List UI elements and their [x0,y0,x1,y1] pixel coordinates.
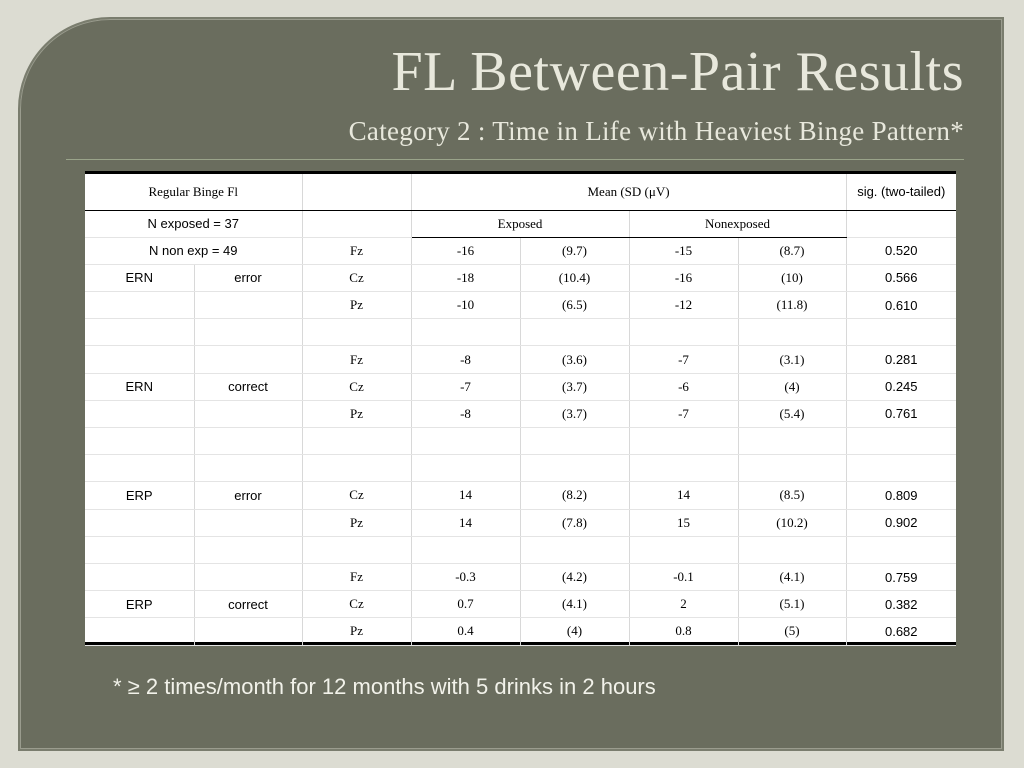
condition-cell: correct [194,591,302,618]
nonexposed-sd-cell: (11.8) [738,292,846,319]
exposed-sd-cell: (4) [520,618,629,645]
exposed-sd-cell: (6.5) [520,292,629,319]
site-cell [302,455,411,482]
nonexposed-mean-cell: -16 [629,264,738,291]
site-cell: Cz [302,591,411,618]
nonexposed-sd-cell: (8.7) [738,237,846,264]
nonexposed-sd-cell [738,455,846,482]
site-cell: Pz [302,400,411,427]
table-row [85,373,956,400]
footnote: * ≥ 2 times/month for 12 months with 5 drinks in 2 hours [113,674,656,699]
slide-subtitle: Category 2 : Time in Life with Heaviest Binge Pattern* [348,116,964,146]
condition-cell: error [194,482,302,509]
exposed-mean-cell [411,536,520,563]
nonexposed-mean-cell: -12 [629,292,738,319]
nonexposed-sd-cell: (5) [738,618,846,645]
slide-title: FL Between-Pair Results [391,41,964,103]
sig-cell: 0.382 [846,591,956,618]
nonexposed-sd-cell: (10) [738,264,846,291]
component-cell: ERN [85,373,194,400]
exposed-sd-cell: (4.1) [520,591,629,618]
table-row [85,563,956,590]
nonexposed-mean-cell: 0.8 [629,618,738,645]
exposed-sd-cell [520,319,629,346]
exposed-sd-cell: (10.4) [520,264,629,291]
nonexposed-sd-cell: (4) [738,373,846,400]
nonexposed-sd-cell: (10.2) [738,509,846,536]
exposed-n: N exposed = 37 [85,210,302,237]
sig-cell: 0.759 [846,563,956,590]
sig-cell: 0.610 [846,292,956,319]
nonexposed-sd-cell: (5.4) [738,400,846,427]
exposed-sd-cell: (4.2) [520,563,629,590]
exposed-mean-cell [411,428,520,455]
table-row [85,264,956,291]
site-cell: Cz [302,373,411,400]
exposed-mean-cell: -7 [411,373,520,400]
nonexposed-sd-cell [738,428,846,455]
sig-cell: 0.809 [846,482,956,509]
title-divider [66,159,964,160]
component-cell [85,292,194,319]
site-cell: Cz [302,482,411,509]
subheader-row [85,210,956,237]
nonexposed-mean-cell [629,319,738,346]
exposed-mean-cell: 0.7 [411,591,520,618]
condition-cell: correct [194,373,302,400]
sig-cell [846,455,956,482]
exposed-sd-cell: (8.2) [520,482,629,509]
exposed-sd-cell: (3.7) [520,373,629,400]
sig-cell: 0.281 [846,346,956,373]
table-row [85,509,956,536]
group-label: Regular Binge Fl [85,174,302,210]
table-row [85,536,956,563]
sig-cell: 0.682 [846,618,956,645]
nonexposed-sd-cell: (3.1) [738,346,846,373]
mean-label: Mean (SD (μV) [411,174,846,210]
component-cell [85,618,194,645]
condition-cell [194,428,302,455]
table-row [85,455,956,482]
nonexposed-mean-cell: 2 [629,591,738,618]
nonexposed-mean-cell: -7 [629,346,738,373]
nonexposed-label: Nonexposed [629,210,846,237]
site-cell: Fz [302,237,411,264]
exposed-sd-cell: (3.6) [520,346,629,373]
component-cell: ERP [85,591,194,618]
table-row [85,237,956,264]
nonexposed-mean-cell [629,455,738,482]
sig-cell: 0.902 [846,509,956,536]
exposed-mean-cell: -8 [411,400,520,427]
nonexposed-mean-cell [629,536,738,563]
table-row [85,292,956,319]
condition-cell [194,400,302,427]
condition-cell [194,618,302,645]
site-cell: Fz [302,346,411,373]
nonexposed-sd-cell: (8.5) [738,482,846,509]
exposed-mean-cell: 14 [411,482,520,509]
exposed-mean-cell [411,319,520,346]
component-cell [85,428,194,455]
table-row [85,618,956,645]
nonexposed-sd-cell: (5.1) [738,591,846,618]
sig-cell [846,319,956,346]
nonexposed-sd-cell: (4.1) [738,563,846,590]
exposed-mean-cell: 14 [411,509,520,536]
exposed-sd-cell: (7.8) [520,509,629,536]
site-cell: Pz [302,509,411,536]
component-cell [85,455,194,482]
site-cell [302,319,411,346]
condition-cell [194,455,302,482]
site-cell [302,536,411,563]
component-cell: ERP [85,482,194,509]
nonexposed-n: N non exp = 49 [85,237,302,264]
nonexposed-mean-cell: -7 [629,400,738,427]
header-blank [302,174,411,210]
condition-cell [194,509,302,536]
nonexposed-mean-cell: -15 [629,237,738,264]
sig-cell [846,536,956,563]
condition-cell [194,319,302,346]
exposed-label: Exposed [411,210,629,237]
condition-cell [194,292,302,319]
sig-label: sig. (two-tailed) [846,174,956,210]
sig-cell [846,428,956,455]
nonexposed-sd-cell [738,536,846,563]
table-row [85,428,956,455]
component-cell [85,400,194,427]
exposed-sd-cell: (3.7) [520,400,629,427]
site-cell [302,428,411,455]
exposed-sd-cell [520,455,629,482]
exposed-mean-cell: -0.3 [411,563,520,590]
sig-cell: 0.566 [846,264,956,291]
exposed-mean-cell: -16 [411,237,520,264]
subheader-blank [302,210,411,237]
condition-cell [194,563,302,590]
nonexposed-mean-cell: 15 [629,509,738,536]
site-cell: Fz [302,563,411,590]
table-row [85,319,956,346]
sig-cell: 0.761 [846,400,956,427]
exposed-sd-cell: (9.7) [520,237,629,264]
table-row [85,400,956,427]
header-row [85,174,956,210]
exposed-sd-cell [520,536,629,563]
nonexposed-mean-cell [629,428,738,455]
nonexposed-mean-cell: -6 [629,373,738,400]
site-cell: Pz [302,618,411,645]
component-cell [85,346,194,373]
component-cell [85,536,194,563]
exposed-mean-cell: -18 [411,264,520,291]
component-cell [85,563,194,590]
table-row [85,591,956,618]
condition-cell [194,346,302,373]
site-cell: Cz [302,264,411,291]
nonexposed-sd-cell [738,319,846,346]
exposed-mean-cell: 0.4 [411,618,520,645]
component-cell [85,509,194,536]
results-table [85,174,956,646]
nonexposed-mean-cell: 14 [629,482,738,509]
subheader-sig-blank [846,210,956,237]
table-row [85,346,956,373]
sig-cell: 0.245 [846,373,956,400]
component-cell [85,319,194,346]
site-cell: Pz [302,292,411,319]
condition-cell: error [194,264,302,291]
nonexposed-mean-cell: -0.1 [629,563,738,590]
exposed-mean-cell: -10 [411,292,520,319]
sig-cell: 0.520 [846,237,956,264]
exposed-mean-cell: -8 [411,346,520,373]
condition-cell [194,536,302,563]
exposed-sd-cell [520,428,629,455]
component-cell: ERN [85,264,194,291]
table-row [85,482,956,509]
results-table-container [85,171,956,645]
exposed-mean-cell [411,455,520,482]
